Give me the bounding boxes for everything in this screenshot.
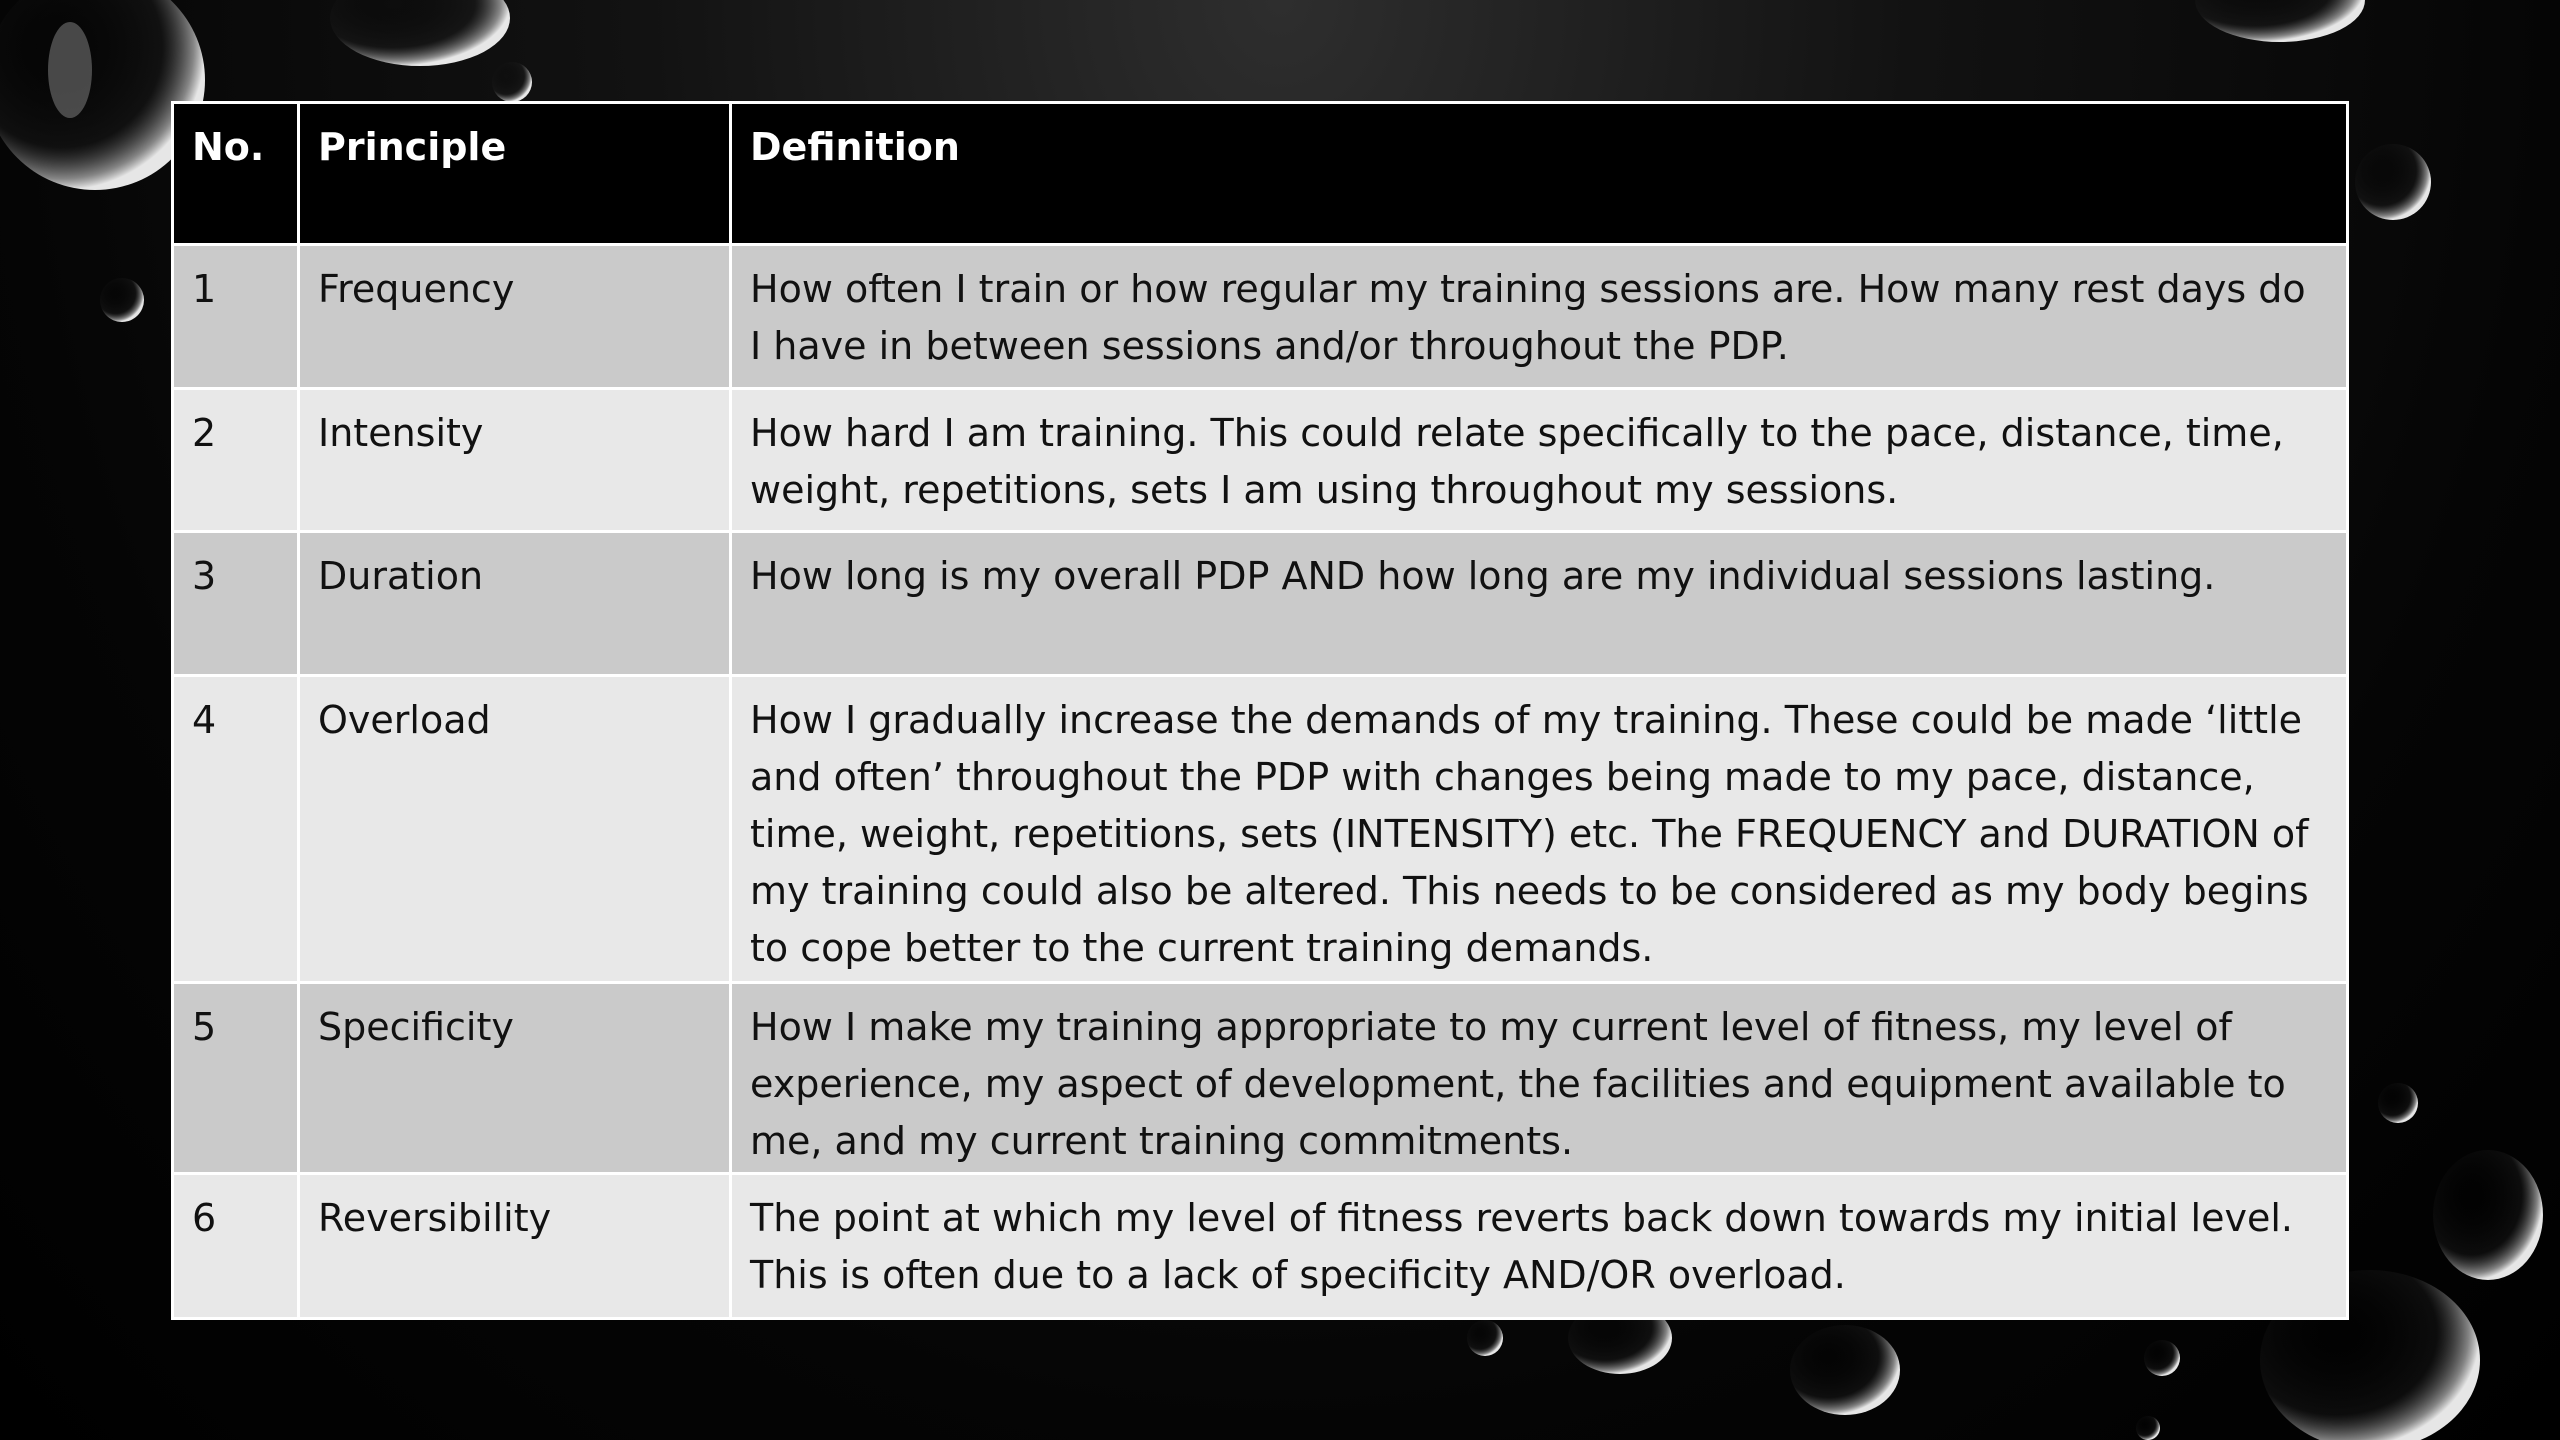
row-principle: Overload [299,676,731,982]
row-definition: How I make my training appropriate to my current level of fitness, my level of experience, my aspect of development, the facilities and equipment available to me, and my current training commitments. [731,982,2348,1173]
row-number: 4 [173,676,299,982]
header-no: No. [173,103,299,245]
row-definition: How I gradually increase the demands of my training. These could be made ‘little and often’ throughout the PDP with changes being made to my pace, distance, time, weight, repetitions, sets (INTENSITY) etc. The FREQUENCY and DURATION of my training could also be altered. This needs to be considered as my body begins to cope better to the current training demands. [731,676,2348,982]
bubble-highlight [48,22,92,118]
table-row [173,389,2348,532]
row-number: 1 [173,245,299,389]
table-header-row [173,103,2348,245]
row-definition: How often I train or how regular my training sessions are. How many rest days do I have in between sessions and/or throughout the PDP. [731,245,2348,389]
row-definition: How long is my overall PDP AND how long are my individual sessions lasting. [731,532,2348,676]
row-principle: Specificity [299,982,731,1173]
row-number: 3 [173,532,299,676]
principles-table-container [171,101,2349,1320]
bubble-shape [2378,1083,2418,1123]
table-row [173,982,2348,1173]
bubble-shape [2136,1416,2160,1440]
bubble-shape [1790,1325,1900,1415]
row-number: 5 [173,982,299,1173]
bubble-shape [2355,144,2431,220]
principles-table [171,101,2349,1320]
table-row [173,245,2348,389]
row-number: 6 [173,1173,299,1318]
table-row [173,676,2348,982]
bubble-shape [492,62,532,102]
bubble-shape [2144,1340,2180,1376]
row-definition: The point at which my level of fitness reverts back down towards my initial level. This is often due to a lack of specificity AND/OR overload. [731,1173,2348,1318]
row-definition: How hard I am training. This could relate specifically to the pace, distance, time, weight, repetitions, sets I am using throughout my sessions. [731,389,2348,532]
row-principle: Duration [299,532,731,676]
table-row [173,532,2348,676]
bubble-shape [1467,1320,1503,1356]
bubble-shape [2195,0,2365,42]
row-number: 2 [173,389,299,532]
row-principle: Reversibility [299,1173,731,1318]
bubble-shape [2433,1150,2543,1280]
bubble-shape [100,278,144,322]
table-row [173,1173,2348,1318]
row-principle: Intensity [299,389,731,532]
row-principle: Frequency [299,245,731,389]
bubble-shape [330,0,510,66]
header-principle: Principle [299,103,731,245]
header-definition: Definition [731,103,2348,245]
